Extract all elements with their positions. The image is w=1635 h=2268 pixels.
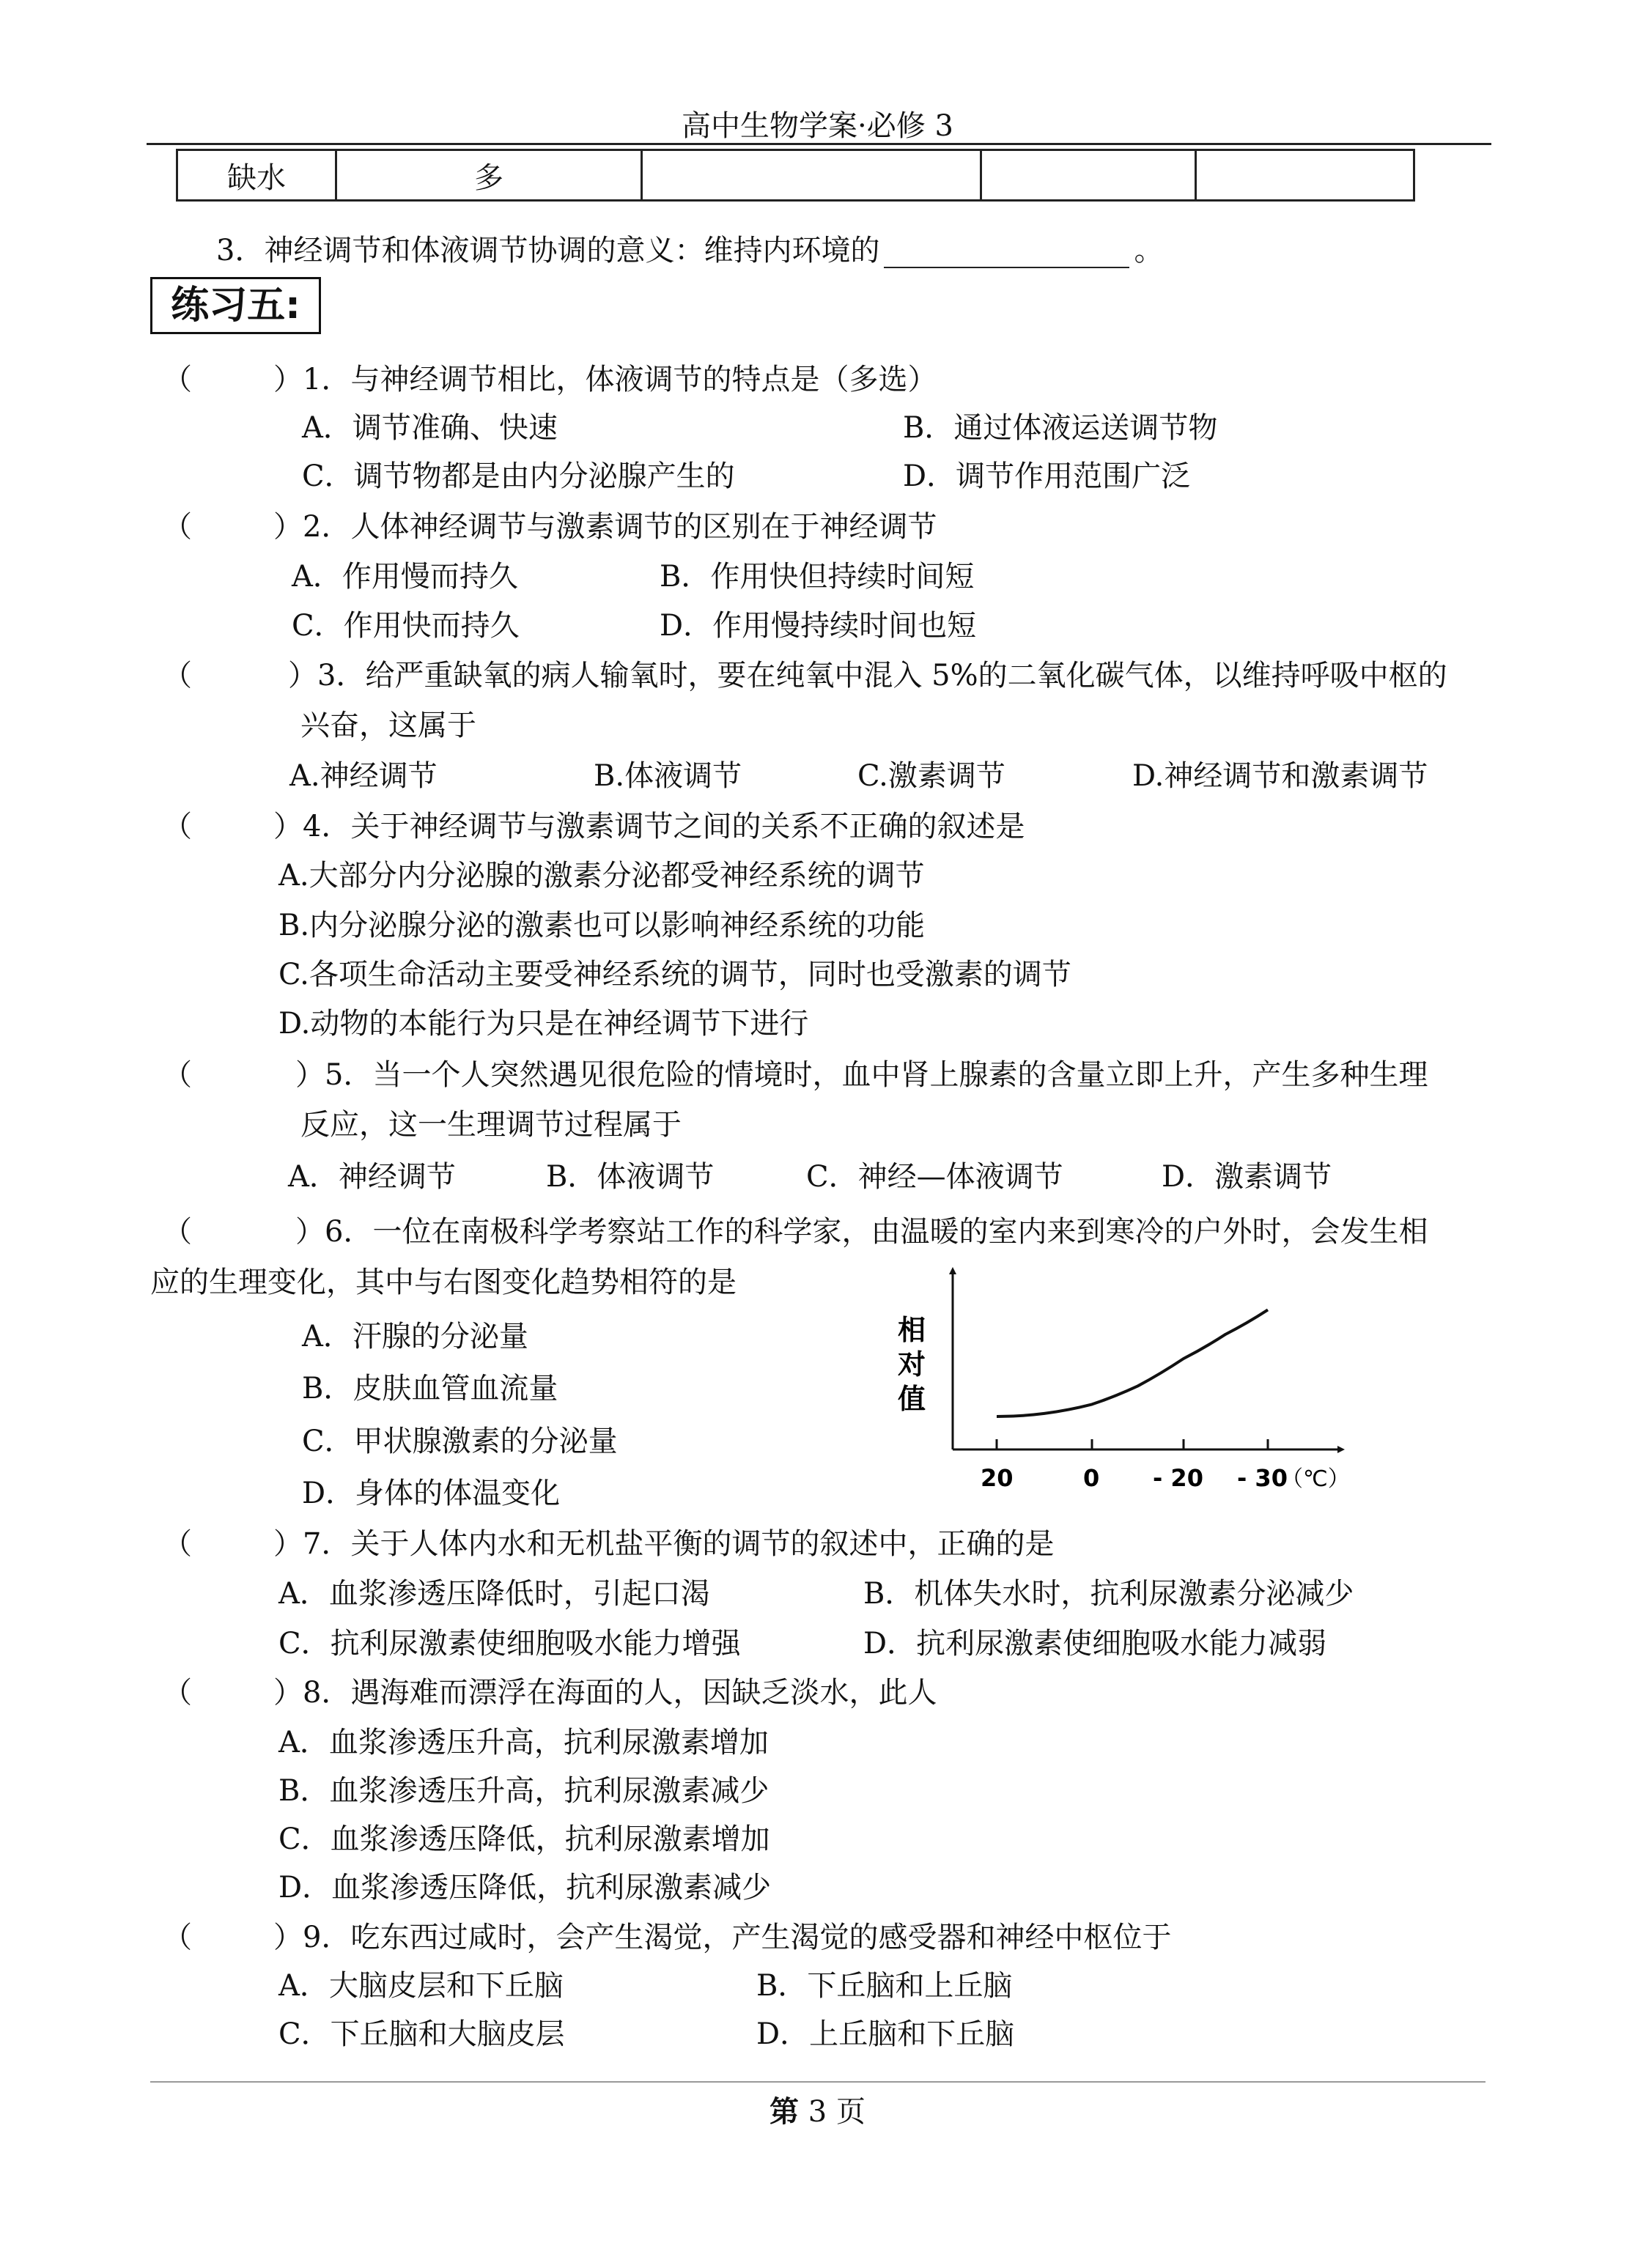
q5-option-b[interactable]: B．体液调节 bbox=[546, 1160, 715, 1194]
q9-option-b[interactable]: B．下丘脑和上丘脑 bbox=[756, 1969, 1013, 2003]
question-4-stem: ）4．关于神经调节与激素调节之间的关系不正确的叙述是 bbox=[273, 810, 1025, 843]
q6-option-d[interactable]: D．身体的体温变化 bbox=[302, 1477, 561, 1510]
q6-option-a[interactable]: A．汗腺的分泌量 bbox=[302, 1320, 528, 1353]
q1-option-d[interactable]: D．调节作用范围广泛 bbox=[903, 459, 1191, 493]
question-6-stem: ）6．一位在南极科学考察站工作的科学家，由温暖的室内来到寒冷的户外时，会发生相 bbox=[295, 1215, 1428, 1249]
footer-divider bbox=[150, 2081, 1485, 2083]
q4-option-b[interactable]: B.内分泌腺分泌的激素也可以影响神经系统的功能 bbox=[278, 909, 926, 942]
question-3-cont: 兴奋，这属于 bbox=[300, 709, 476, 742]
table-cell: 缺水 bbox=[177, 150, 336, 201]
q8-option-d[interactable]: D．血浆渗透压降低，抗利尿激素减少 bbox=[278, 1871, 772, 1905]
q4-option-d[interactable]: D.动物的本能行为只是在神经调节下进行 bbox=[278, 1007, 809, 1041]
question-5-stem: ）5．当一个人突然遇见很危险的情境时，血中肾上腺素的含量立即上升，产生多种生理 bbox=[295, 1058, 1428, 1092]
table-cell bbox=[1196, 150, 1414, 201]
q7-option-a[interactable]: A．血浆渗透压降低时，引起口渴 bbox=[278, 1577, 710, 1611]
x-tick-label: 20 bbox=[981, 1464, 1014, 1492]
q5-option-d[interactable]: D．激素调节 bbox=[1162, 1160, 1332, 1194]
q9-option-d[interactable]: D．上丘脑和下丘脑 bbox=[756, 2017, 1015, 2051]
intro-line bbox=[216, 233, 1163, 268]
q4-option-a[interactable]: A.大部分内分泌腺的激素分泌都受神经系统的调节 bbox=[278, 859, 925, 893]
page-number-value: 3 bbox=[808, 2095, 827, 2129]
q3-option-c[interactable]: C.激素调节 bbox=[857, 759, 1005, 793]
q9-option-c[interactable]: C．下丘脑和大脑皮层 bbox=[278, 2017, 565, 2051]
page-number bbox=[0, 2088, 1635, 2130]
header-divider bbox=[147, 143, 1491, 145]
q5-option-a[interactable]: A．神经调节 bbox=[288, 1160, 456, 1194]
answer-paren-8[interactable]: （ bbox=[163, 1676, 192, 1710]
q2-option-c[interactable]: C．作用快而持久 bbox=[292, 609, 520, 643]
q8-option-a[interactable]: A．血浆渗透压升高，抗利尿激素增加 bbox=[278, 1726, 769, 1759]
y-label-char-1: 相 bbox=[898, 1314, 926, 1346]
table-cell bbox=[981, 150, 1196, 201]
temperature-response-chart bbox=[879, 1260, 1363, 1502]
q2-option-b[interactable]: B．作用快但持续时间短 bbox=[660, 560, 975, 594]
answer-paren-4[interactable]: （ bbox=[163, 810, 192, 843]
table-row bbox=[177, 150, 1414, 201]
answer-paren-6[interactable]: （ bbox=[163, 1215, 192, 1249]
q3-option-d[interactable]: D.神经调节和激素调节 bbox=[1132, 759, 1428, 793]
q6-option-c[interactable]: C．甲状腺激素的分泌量 bbox=[302, 1425, 618, 1458]
answer-paren-9[interactable]: （ bbox=[163, 1921, 192, 1954]
table-cell: 多 bbox=[336, 150, 642, 201]
question-9-stem: ）9．吃东西过咸时，会产生渴觉，产生渴觉的感受器和神经中枢位于 bbox=[273, 1921, 1172, 1954]
q1-option-b[interactable]: B．通过体液运送调节物 bbox=[903, 411, 1218, 445]
x-tick-label: 0 bbox=[1083, 1464, 1100, 1492]
q8-option-b[interactable]: B．血浆渗透压升高，抗利尿激素减少 bbox=[278, 1774, 769, 1808]
q3-option-a[interactable]: A.神经调节 bbox=[289, 759, 438, 793]
table-cell bbox=[642, 150, 981, 201]
question-1-stem: ）1．与神经调节相比，体液调节的特点是（多选） bbox=[273, 363, 937, 396]
page-header-title: 高中生物学案·必修 3 bbox=[682, 109, 953, 143]
q9-option-a[interactable]: A．大脑皮层和下丘脑 bbox=[278, 1969, 564, 2003]
fill-blank[interactable] bbox=[884, 237, 1129, 268]
page-suffix: 页 bbox=[835, 2095, 866, 2129]
x-tick-label: - 30 bbox=[1237, 1464, 1288, 1492]
data-line bbox=[997, 1310, 1268, 1416]
q3-option-b[interactable]: B.体液调节 bbox=[594, 759, 742, 793]
question-7-stem: ）7．关于人体内水和无机盐平衡的调节的叙述中，正确的是 bbox=[273, 1527, 1055, 1561]
q7-option-c[interactable]: C．抗利尿激素使细胞吸水能力增强 bbox=[278, 1627, 741, 1661]
question-6-cont: 应的生理变化，其中与右图变化趋势相符的是 bbox=[150, 1266, 737, 1299]
question-8-stem: ）8．遇海难而漂浮在海面的人，因缺乏淡水，此人 bbox=[273, 1676, 937, 1710]
page-prefix: 第 bbox=[769, 2094, 800, 2129]
answer-paren-1[interactable]: （ bbox=[163, 363, 192, 396]
y-label-char-2: 对 bbox=[898, 1348, 926, 1381]
q2-option-d[interactable]: D．作用慢持续时间也短 bbox=[660, 609, 977, 643]
question-5-cont: 反应，这一生理调节过程属于 bbox=[300, 1108, 682, 1142]
answer-paren-7[interactable]: （ bbox=[163, 1527, 192, 1561]
intro-period: 。 bbox=[1134, 234, 1164, 267]
q1-option-c[interactable]: C．调节物都是由内分泌腺产生的 bbox=[302, 459, 735, 493]
q7-option-b[interactable]: B．机体失水时，抗利尿激素分泌减少 bbox=[863, 1577, 1354, 1611]
q8-option-c[interactable]: C．血浆渗透压降低，抗利尿激素增加 bbox=[278, 1822, 770, 1856]
answer-paren-5[interactable]: （ bbox=[163, 1058, 192, 1092]
q4-option-c[interactable]: C.各项生命活动主要受神经系统的调节，同时也受激素的调节 bbox=[278, 958, 1071, 991]
q2-option-a[interactable]: A．作用慢而持久 bbox=[292, 560, 518, 594]
q5-option-c[interactable]: C．神经—体液调节 bbox=[806, 1160, 1063, 1194]
y-label-char-3: 值 bbox=[898, 1383, 926, 1415]
q1-option-a[interactable]: A．调节准确、快速 bbox=[302, 411, 558, 445]
intro-text: 3．神经调节和体液调节协调的意义：维持内环境的 bbox=[216, 234, 880, 267]
section-title: 练习五: bbox=[150, 277, 321, 334]
q7-option-d[interactable]: D．抗利尿激素使细胞吸水能力减弱 bbox=[863, 1627, 1327, 1661]
question-2-stem: ）2．人体神经调节与激素调节的区别在于神经调节 bbox=[273, 510, 937, 544]
answer-paren-3[interactable]: （ bbox=[163, 659, 192, 692]
q6-option-b[interactable]: B．皮肤血管血流量 bbox=[302, 1372, 558, 1406]
question-3-stem: ）3．给严重缺氧的病人输氧时，要在纯氧中混入 5%的二氧化碳气体，以维持呼吸中枢的 bbox=[288, 659, 1447, 692]
answer-paren-2[interactable]: （ bbox=[163, 510, 192, 544]
x-axis-unit: （℃） bbox=[1281, 1466, 1350, 1492]
x-tick-label: - 20 bbox=[1153, 1464, 1203, 1492]
regulation-table bbox=[176, 149, 1415, 202]
